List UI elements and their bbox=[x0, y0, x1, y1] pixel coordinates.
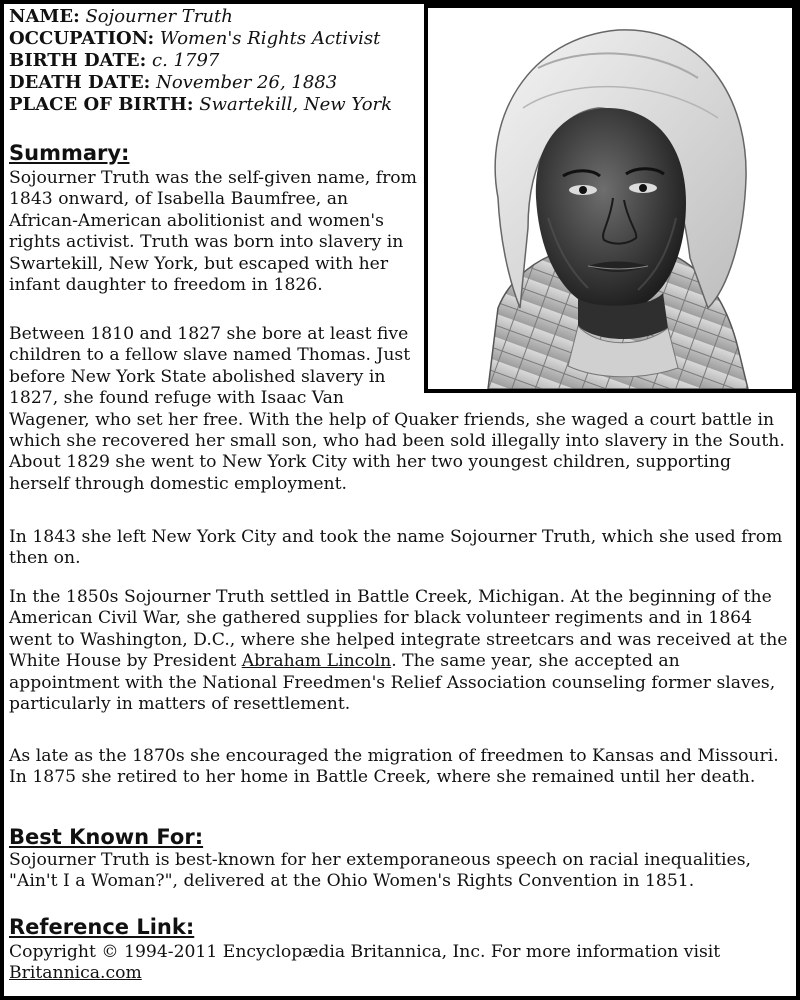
summary-line: children to a fellow slave named Thomas. Just bbox=[9, 345, 411, 366]
fact-label: DEATH DATE: bbox=[9, 72, 151, 93]
summary-paragraph-4 bbox=[9, 587, 794, 715]
fact-occupation bbox=[9, 28, 419, 50]
abraham-lincoln-link[interactable]: Abraham Lincoln bbox=[241, 651, 392, 672]
reference-heading: Reference Link: bbox=[9, 915, 195, 939]
britannica-link[interactable]: Britannica.com bbox=[9, 963, 142, 984]
summary-paragraph-1: Sojourner Truth was the self-given name, from 1843 onward, of Isabella Baumfree, an African-American abolitionist and women's rights activist. Truth was born into slavery in Swartekill, New York, but escaped with her infant daughter to freedom in 1826. bbox=[9, 168, 417, 296]
fact-list bbox=[9, 6, 419, 116]
fact-birth-date bbox=[9, 50, 419, 72]
fact-label: OCCUPATION: bbox=[9, 28, 155, 49]
fact-value: November 26, 1883 bbox=[156, 72, 338, 93]
summary-paragraph-2-rest: Wagener, who set her free. With the help of Quaker friends, she waged a court battle in which she recovered her small son, who had been sold illegally into slavery in the South. About 1829 she went to New York City with her two youngest children, supporting herself through domestic employment. bbox=[9, 409, 785, 494]
summary-paragraph-2 bbox=[9, 324, 794, 495]
reference-text bbox=[9, 942, 794, 985]
copyright-text: Copyright © 1994-2011 Encyclopædia Britannica, Inc. For more information visit bbox=[9, 942, 721, 962]
fact-value: Women's Rights Activist bbox=[159, 28, 381, 49]
summary-line: before New York State abolished slavery in bbox=[9, 366, 386, 387]
fact-value: Sojourner Truth bbox=[85, 6, 233, 27]
best-known-heading: Best Known For: bbox=[9, 825, 204, 849]
fact-name bbox=[9, 6, 419, 28]
summary-text: In the 1850s Sojourner Truth settled in Battle Creek, Michigan. At the beginning of the American Civil War, she gathered supplies for black volunteer regiments and in 1864 went to Washington, D.C., where she helped integrate streetcars and was received at the White House by President bbox=[9, 587, 788, 672]
fact-label: BIRTH DATE: bbox=[9, 50, 147, 71]
summary-line: 1827, she found refuge with Isaac Van bbox=[9, 388, 344, 409]
summary-heading: Summary: bbox=[9, 141, 130, 165]
summary-paragraph-5: As late as the 1870s she encouraged the migration of freedmen to Kansas and Missouri. In 1875 she retired to her home in Battle Creek, where she remained until her death. bbox=[9, 746, 779, 788]
fact-value: c. 1797 bbox=[152, 50, 220, 71]
summary-text: . The same year, she accepted an appointment with the National Freedmen's Relief Association counseling former slaves, particularly in matters of resettlement. bbox=[9, 651, 776, 715]
fact-label: NAME: bbox=[9, 6, 80, 27]
summary-paragraph-3: In 1843 she left New York City and took the name Sojourner Truth, which she used from then on. bbox=[9, 527, 783, 569]
best-known-text: Sojourner Truth is best-known for her extemporaneous speech on racial inequalities, "Ain't I a Woman?", delivered at the Ohio Women's Rights Convention in 1851. bbox=[9, 850, 751, 892]
fact-death-date bbox=[9, 72, 419, 94]
fact-value: Swartekill, New York bbox=[199, 94, 393, 115]
fact-place-of-birth bbox=[9, 94, 419, 116]
summary-line: Between 1810 and 1827 she bore at least five bbox=[9, 324, 409, 344]
fact-label: PLACE OF BIRTH: bbox=[9, 94, 194, 115]
